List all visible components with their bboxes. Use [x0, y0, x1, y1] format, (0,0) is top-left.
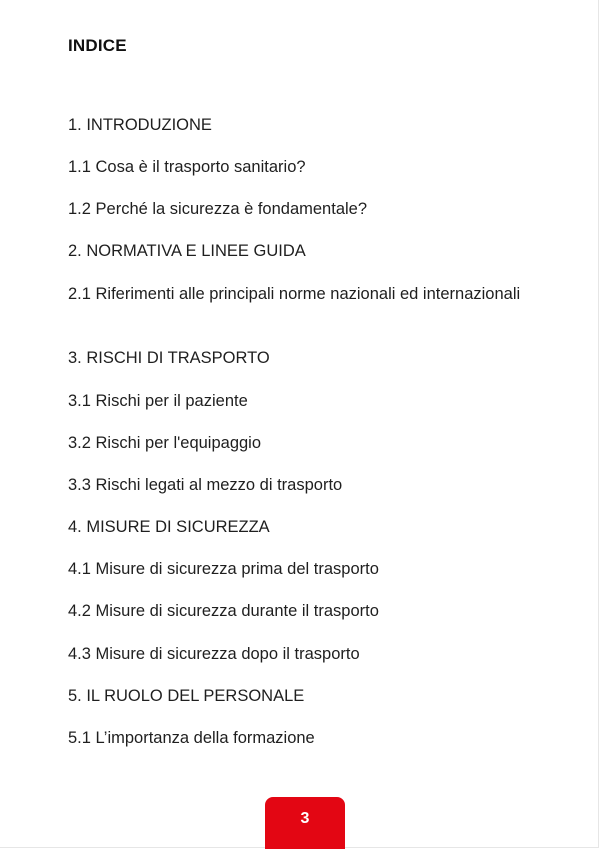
toc-item-2-1: 2.1 Riferimenti alle principali norme nazionali ed internazionali [68, 285, 521, 303]
toc-item-intro: 1. INTRODUZIONE [68, 116, 212, 134]
toc-item-misure: 4. MISURE DI SICUREZZA [68, 518, 270, 536]
toc-item-rischi: 3. RISCHI DI TRASPORTO [68, 349, 270, 367]
toc-item-3-3: 3.3 Rischi legati al mezzo di trasporto [68, 476, 343, 494]
toc-item-ruolo: 5. IL RUOLO DEL PERSONALE [68, 687, 305, 705]
page-title: INDICE [68, 36, 127, 55]
toc-item-1-1: 1.1 Cosa è il trasporto sanitario? [68, 158, 306, 176]
toc-item-5-1: 5.1 L’importanza della formazione [68, 729, 315, 747]
toc-item-3-2: 3.2 Rischi per l'equipaggio [68, 434, 262, 452]
toc-item-4-1: 4.1 Misure di sicurezza prima del trasporto [68, 560, 379, 578]
toc-item-4-3: 4.3 Misure di sicurezza dopo il trasporto [68, 645, 360, 663]
toc-item-4-2: 4.2 Misure di sicurezza durante il trasporto [68, 602, 379, 620]
toc-item-1-2: 1.2 Perché la sicurezza è fondamentale? [68, 200, 368, 218]
page-number-badge: 3 [265, 797, 345, 849]
toc-item-normativa: 2. NORMATIVA E LINEE GUIDA [68, 242, 306, 260]
toc-item-3-1: 3.1 Rischi per il paziente [68, 392, 248, 410]
